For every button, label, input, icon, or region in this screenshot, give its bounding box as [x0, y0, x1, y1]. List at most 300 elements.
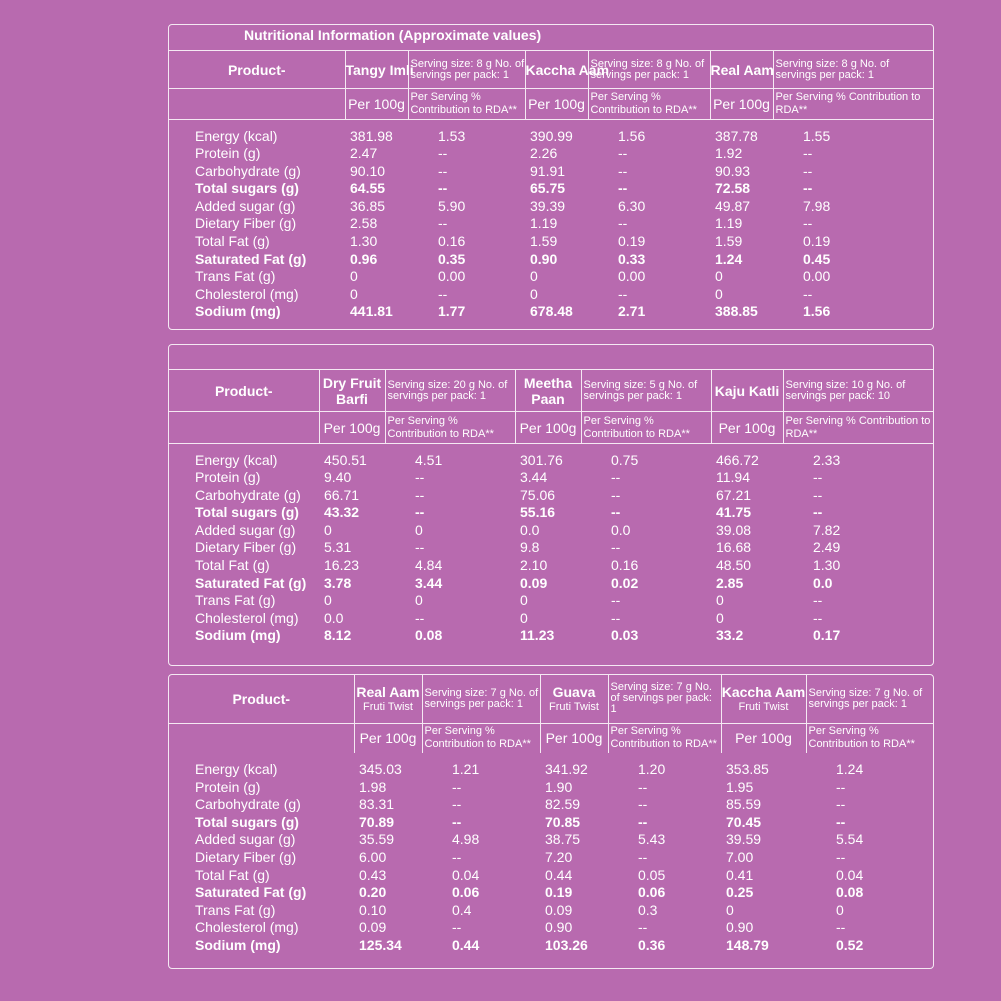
nutrient-row: [169, 504, 933, 522]
nutrient-name: Added sugar (g): [195, 831, 296, 848]
nutrient-name: Saturated Fat (g): [195, 884, 307, 901]
rda-value: 0.05: [638, 866, 666, 883]
spacer-row: [169, 444, 933, 452]
nutrient-name: Energy (kcal): [195, 127, 278, 144]
per-100g-value: 381.98: [350, 127, 393, 144]
rda-value: 0.0: [813, 574, 833, 591]
nutrient-name: Dietary Fiber (g): [195, 848, 297, 865]
rda-value: 2.71: [618, 303, 646, 320]
rda-header: Per Serving % Contribution to RDA**: [581, 412, 711, 444]
rda-value: 5.54: [836, 831, 864, 848]
rda-value: 0.4: [452, 901, 472, 918]
rda-value: 1.56: [803, 303, 831, 320]
per-100g-value: 103.26: [545, 936, 588, 953]
product-subtitle: Fruti Twist: [549, 700, 599, 713]
rda-value: --: [813, 609, 823, 626]
product-subtitle: Fruti Twist: [738, 700, 789, 713]
rda-value: 0.45: [803, 250, 831, 267]
page-title: Nutritional Information (Approximate values): [244, 27, 542, 43]
rda-value: 0.00: [618, 268, 646, 285]
nutrition-table-2: [168, 344, 934, 666]
per-100g-value: 39.59: [726, 831, 762, 848]
rda-value: --: [813, 592, 823, 609]
serving-info: Serving size: 8 g No. of servings per pack: 1: [773, 51, 933, 89]
rda-value: 4.51: [415, 451, 443, 468]
per-100g-value: 39.39: [530, 197, 566, 214]
nutrient-row: [169, 557, 933, 575]
nutrient-name: Dietary Fiber (g): [195, 539, 297, 556]
rda-value: --: [415, 486, 425, 503]
rda-value: 6.30: [618, 197, 646, 214]
rda-value: --: [452, 848, 462, 865]
nutrient-row: [169, 215, 933, 233]
per-100g-value: 466.72: [716, 451, 759, 468]
nutrient-name: Cholesterol (mg): [195, 919, 299, 936]
rda-value: 2.33: [813, 451, 841, 468]
rda-value: --: [438, 162, 448, 179]
per-100g-value: 90.10: [350, 162, 386, 179]
nutrient-name: Sodium (mg): [195, 303, 281, 320]
per-100g-value: 388.85: [715, 303, 758, 320]
nutrient-name: Sodium (mg): [195, 936, 281, 953]
product-name: Dry Fruit Barfi: [319, 370, 385, 412]
rda-value: 1.56: [618, 127, 646, 144]
per-100g-value: 0: [324, 521, 332, 538]
per-100g-value: 9.40: [324, 469, 352, 486]
per-100g-value: 390.99: [530, 127, 573, 144]
nutrient-name: Trans Fat (g): [195, 592, 276, 609]
nutrient-name: Total sugars (g): [195, 813, 299, 830]
rda-value: --: [618, 285, 628, 302]
per-100g-value: 90.93: [715, 162, 751, 179]
rda-value: 0: [836, 901, 844, 918]
per-100g-value: 11.23: [520, 627, 555, 644]
nutrient-name: Protein (g): [195, 778, 261, 795]
per-100g-value: 39.08: [716, 521, 752, 538]
nutrient-row: [169, 469, 933, 487]
nutrient-row: [169, 233, 933, 251]
rda-value: 0.75: [611, 451, 639, 468]
rda-value: --: [415, 504, 425, 521]
nutrient-name: Sodium (mg): [195, 627, 281, 644]
rda-value: 1.77: [438, 303, 466, 320]
per-100g-value: 70.85: [545, 813, 581, 830]
per-100g-value: 0: [726, 901, 734, 918]
per-100g-value: 1.95: [726, 778, 754, 795]
per-100g-value: 41.75: [716, 504, 752, 521]
rda-value: --: [438, 145, 448, 162]
product-label: Product-: [214, 382, 273, 399]
nutrient-name: Saturated Fat (g): [195, 574, 307, 591]
rda-value: --: [836, 919, 846, 936]
per-100g-value: 70.89: [359, 813, 395, 830]
per-100g-value: 1.19: [530, 215, 558, 232]
per-100g-value: 75.06: [520, 486, 556, 503]
rda-value: --: [813, 469, 823, 486]
nutrient-row: [169, 610, 933, 628]
table-1: [169, 50, 933, 321]
per-100g-value: 0: [520, 609, 528, 626]
per-100g-value: 0.19: [545, 884, 573, 901]
rda-value: --: [638, 919, 648, 936]
per-100g-value: 67.21: [716, 486, 752, 503]
rda-value: 0.35: [438, 250, 466, 267]
rda-value: --: [803, 180, 813, 197]
per-100g-value: 0.20: [359, 884, 387, 901]
rda-value: 0.17: [813, 627, 841, 644]
per-100g-value: 0.90: [545, 919, 573, 936]
per-100g-value: 65.75: [530, 180, 566, 197]
per-100g-value: 85.59: [726, 796, 762, 813]
per-100g-value: 0: [715, 268, 723, 285]
rda-value: 1.30: [813, 557, 841, 574]
rda-value: 0.03: [611, 627, 639, 644]
per-100g-header: Per 100g: [525, 89, 588, 120]
per-100g-value: 0: [520, 592, 528, 609]
rda-header: Per Serving % Contribution to RDA**: [385, 412, 515, 444]
nutrient-name: Total sugars (g): [195, 504, 299, 521]
per-100g-value: 0.09: [545, 901, 573, 918]
nutrient-row: [169, 902, 933, 920]
nutrient-row: [169, 198, 933, 216]
rda-value: 0.16: [438, 233, 466, 250]
per-100g-header: Per 100g: [710, 89, 773, 120]
rda-value: 0.04: [452, 866, 480, 883]
serving-info: Serving size: 20 g No. of servings per pack: 1: [385, 370, 515, 412]
nutrient-row: [169, 937, 933, 955]
per-100g-value: 0.25: [726, 884, 754, 901]
rda-value: 1.55: [803, 127, 831, 144]
per-100g-value: 1.59: [715, 233, 743, 250]
rda-value: 0: [415, 592, 423, 609]
per-100g-value: 0: [324, 592, 332, 609]
nutrient-row: [169, 575, 933, 593]
nutrient-row: [169, 867, 933, 885]
per-100g-value: 2.58: [350, 215, 378, 232]
per-100g-value: 0: [716, 592, 724, 609]
rda-value: --: [415, 469, 425, 486]
per-100g-value: 0.90: [530, 250, 558, 267]
rda-value: --: [836, 796, 846, 813]
rda-value: --: [803, 162, 813, 179]
nutrition-table-1: [168, 24, 934, 330]
rda-value: 0.00: [438, 268, 466, 285]
rda-value: 1.53: [438, 127, 466, 144]
per-100g-header: Per 100g: [345, 89, 408, 120]
rda-value: --: [452, 796, 462, 813]
rda-value: --: [611, 539, 621, 556]
nutrient-row: [169, 268, 933, 286]
rda-value: --: [452, 778, 462, 795]
nutrient-row: [169, 303, 933, 321]
nutrient-name: Saturated Fat (g): [195, 250, 307, 267]
nutrient-row: [169, 831, 933, 849]
per-100g-value: 38.75: [545, 831, 581, 848]
per-100g-value: 341.92: [545, 761, 588, 777]
nutrient-row: [169, 522, 933, 540]
rda-value: 4.84: [415, 557, 443, 574]
per-100g-value: 1.30: [350, 233, 378, 250]
per-100g-value: 0.96: [350, 250, 378, 267]
product-name: Real Aam: [356, 683, 420, 700]
product-name: Real Aam: [710, 51, 773, 89]
serving-info: Serving size: 8 g No. of servings per pack: 1: [588, 51, 710, 89]
rda-value: --: [611, 592, 621, 609]
rda-header: Per Serving % Contribution to RDA**: [608, 723, 721, 753]
per-100g-value: 0.0: [520, 521, 540, 538]
per-100g-value: 441.81: [350, 303, 393, 320]
rda-value: --: [438, 215, 448, 232]
per-100g-value: 450.51: [324, 451, 367, 468]
rda-value: --: [452, 919, 462, 936]
nutrient-name: Total Fat (g): [195, 233, 270, 250]
rda-value: 0.19: [803, 233, 831, 250]
per-100g-header: Per 100g: [721, 723, 806, 753]
rda-value: 1.21: [452, 761, 480, 777]
per-100g-value: 0.90: [726, 919, 754, 936]
rda-value: 3.44: [415, 574, 443, 591]
rda-value: --: [803, 145, 813, 162]
rda-value: 0.19: [618, 233, 646, 250]
rda-value: 0.04: [836, 866, 864, 883]
rda-header: Per Serving % Contribution to RDA**: [408, 89, 525, 120]
rda-value: 0.52: [836, 936, 864, 953]
per-100g-value: 49.87: [715, 197, 751, 214]
rda-value: 0.06: [638, 884, 666, 901]
rda-value: 1.24: [836, 761, 864, 777]
nutrient-name: Cholesterol (mg): [195, 609, 299, 626]
nutrient-row: [169, 796, 933, 814]
product-name: Meetha Paan: [515, 370, 581, 412]
per-100g-value: 0: [716, 609, 724, 626]
nutrient-name: Protein (g): [195, 469, 261, 486]
nutrient-name: Carbohydrate (g): [195, 486, 301, 503]
per-100g-value: 3.78: [324, 574, 352, 591]
table-2: [169, 369, 933, 645]
per-100g-value: 0.09: [359, 919, 387, 936]
per-100g-value: 70.45: [726, 813, 762, 830]
per-100g-value: 43.32: [324, 504, 360, 521]
rda-value: --: [618, 215, 628, 232]
rda-value: --: [836, 813, 846, 830]
product-header: [721, 675, 806, 723]
per-100g-value: 0: [715, 285, 723, 302]
nutrient-row: [169, 627, 933, 645]
per-100g-value: 83.31: [359, 796, 395, 813]
per-100g-value: 66.71: [324, 486, 360, 503]
serving-info: Serving size: 7 g No. of servings per pack: 1: [806, 675, 933, 723]
per-100g-value: 1.24: [715, 250, 743, 267]
rda-value: --: [638, 778, 648, 795]
nutrient-name: Energy (kcal): [195, 451, 278, 468]
product-subtitle: Fruti Twist: [363, 700, 413, 713]
nutrient-name: Carbohydrate (g): [195, 796, 301, 813]
product-header: [540, 675, 608, 723]
per-100g-value: 1.98: [359, 778, 387, 795]
rda-value: --: [836, 778, 846, 795]
nutrient-row: [169, 286, 933, 304]
per-100g-value: 2.10: [520, 557, 548, 574]
rda-value: --: [638, 848, 648, 865]
nutrient-row: [169, 251, 933, 269]
spacer-row: [169, 753, 933, 761]
per-100g-value: 148.79: [726, 936, 769, 953]
nutrient-row: [169, 761, 933, 779]
rda-header: Per Serving % Contribution to RDA**: [783, 412, 933, 444]
per-100g-value: 125.34: [359, 936, 402, 953]
rda-value: --: [611, 469, 621, 486]
per-100g-value: 11.94: [716, 469, 750, 486]
product-label: Product-: [227, 61, 286, 78]
per-100g-value: 36.85: [350, 197, 386, 214]
nutrient-name: Trans Fat (g): [195, 268, 276, 285]
per-100g-value: 0: [350, 285, 358, 302]
rda-value: 0.00: [803, 268, 831, 285]
rda-value: --: [803, 215, 813, 232]
rda-header: Per Serving % Contribution to RDA**: [773, 89, 933, 120]
per-100g-value: 0.44: [545, 866, 573, 883]
per-100g-value: 7.20: [545, 848, 573, 865]
rda-value: 0.0: [611, 521, 631, 538]
per-100g-value: 0.0: [324, 609, 344, 626]
per-100g-value: 82.59: [545, 796, 581, 813]
per-100g-value: 72.58: [715, 180, 751, 197]
rda-value: --: [611, 609, 621, 626]
product-name: Tangy Imli: [345, 51, 408, 89]
nutrient-row: [169, 487, 933, 505]
nutrient-name: Dietary Fiber (g): [195, 215, 297, 232]
per-100g-value: 33.2: [716, 627, 744, 644]
nutrient-name: Total sugars (g): [195, 180, 299, 197]
per-100g-header: Per 100g: [540, 723, 608, 753]
rda-value: 0.08: [415, 627, 443, 644]
nutrient-name: Carbohydrate (g): [195, 162, 301, 179]
per-100g-value: 1.19: [715, 215, 743, 232]
rda-value: 7.82: [813, 521, 841, 538]
product-name: Kaccha Aam: [525, 51, 588, 89]
rda-value: --: [618, 180, 628, 197]
rda-value: --: [638, 796, 648, 813]
per-100g-value: 353.85: [726, 761, 769, 777]
nutrient-row: [169, 779, 933, 797]
rda-value: --: [438, 180, 448, 197]
nutrient-name: Protein (g): [195, 145, 261, 162]
per-100g-value: 0.41: [726, 866, 754, 883]
per-100g-value: 301.76: [520, 451, 563, 468]
rda-value: 1.20: [638, 761, 666, 777]
rda-value: --: [438, 285, 448, 302]
per-100g-value: 35.59: [359, 831, 395, 848]
spacer-row: [169, 120, 933, 128]
per-100g-value: 0: [530, 268, 538, 285]
per-100g-value: 387.78: [715, 127, 758, 144]
product-name: Kaccha Aam: [721, 683, 806, 700]
nutrient-row: [169, 884, 933, 902]
per-100g-value: 16.23: [324, 557, 360, 574]
nutrition-table-3: [168, 674, 934, 969]
rda-value: 0.02: [611, 574, 639, 591]
rda-value: --: [611, 486, 621, 503]
rda-value: 0.44: [452, 936, 480, 953]
per-100g-value: 8.12: [324, 627, 352, 644]
per-100g-value: 678.48: [530, 303, 573, 320]
rda-value: --: [618, 162, 628, 179]
per-100g-value: 1.59: [530, 233, 558, 250]
per-100g-value: 345.03: [359, 761, 402, 777]
rda-value: --: [611, 504, 621, 521]
rda-value: --: [415, 609, 425, 626]
per-100g-value: 48.50: [716, 557, 752, 574]
nutrient-row: [169, 128, 933, 146]
per-100g-value: 0.10: [359, 901, 387, 918]
product-name: Kaju Katli: [711, 370, 783, 412]
table-3: [169, 675, 933, 955]
per-100g-value: 2.47: [350, 145, 378, 162]
per-100g-value: 91.91: [530, 162, 566, 179]
rda-value: --: [836, 848, 846, 865]
per-100g-value: 0.09: [520, 574, 548, 591]
per-100g-value: 16.68: [716, 539, 752, 556]
rda-value: 4.98: [452, 831, 480, 848]
per-100g-header: Per 100g: [319, 412, 385, 444]
serving-info: Serving size: 7 g No. of servings per pack: 1: [422, 675, 540, 723]
nutrient-row: [169, 452, 933, 470]
nutrient-row: [169, 539, 933, 557]
rda-value: 0.08: [836, 884, 864, 901]
per-100g-value: 5.31: [324, 539, 352, 556]
nutrient-row: [169, 180, 933, 198]
rda-header: Per Serving % Contribution to RDA**: [422, 723, 540, 753]
nutrient-name: Trans Fat (g): [195, 901, 276, 918]
per-100g-value: 7.00: [726, 848, 754, 865]
rda-value: --: [638, 813, 648, 830]
per-100g-value: 0.43: [359, 866, 387, 883]
per-100g-value: 0: [530, 285, 538, 302]
per-100g-value: 9.8: [520, 539, 540, 556]
serving-info: Serving size: 10 g No. of servings per pack: 10: [783, 370, 933, 412]
nutrient-name: Added sugar (g): [195, 521, 296, 538]
per-100g-value: 1.90: [545, 778, 573, 795]
rda-value: --: [618, 145, 628, 162]
nutrient-row: [169, 919, 933, 937]
nutrient-row: [169, 849, 933, 867]
rda-value: --: [415, 539, 425, 556]
rda-value: 2.49: [813, 539, 841, 556]
rda-value: 5.43: [638, 831, 666, 848]
rda-value: 0.33: [618, 250, 646, 267]
rda-value: --: [813, 504, 823, 521]
nutrient-name: Total Fat (g): [195, 557, 270, 574]
rda-value: --: [813, 486, 823, 503]
per-100g-value: 1.92: [715, 145, 743, 162]
nutrient-name: Energy (kcal): [195, 761, 278, 777]
per-100g-value: 6.00: [359, 848, 387, 865]
rda-value: 0.3: [638, 901, 658, 918]
rda-value: --: [452, 813, 462, 830]
per-100g-value: 2.85: [716, 574, 744, 591]
per-100g-header: Per 100g: [711, 412, 783, 444]
per-100g-value: 3.44: [520, 469, 548, 486]
nutrient-row: [169, 814, 933, 832]
rda-value: 0: [415, 521, 423, 538]
nutrient-row: [169, 592, 933, 610]
nutrient-name: Total Fat (g): [195, 866, 270, 883]
nutrient-name: Cholesterol (mg): [195, 285, 299, 302]
per-100g-header: Per 100g: [515, 412, 581, 444]
nutrient-row: [169, 163, 933, 181]
serving-info: Serving size: 8 g No. of servings per pack: 1: [408, 51, 525, 89]
product-name: Guava: [552, 683, 596, 700]
